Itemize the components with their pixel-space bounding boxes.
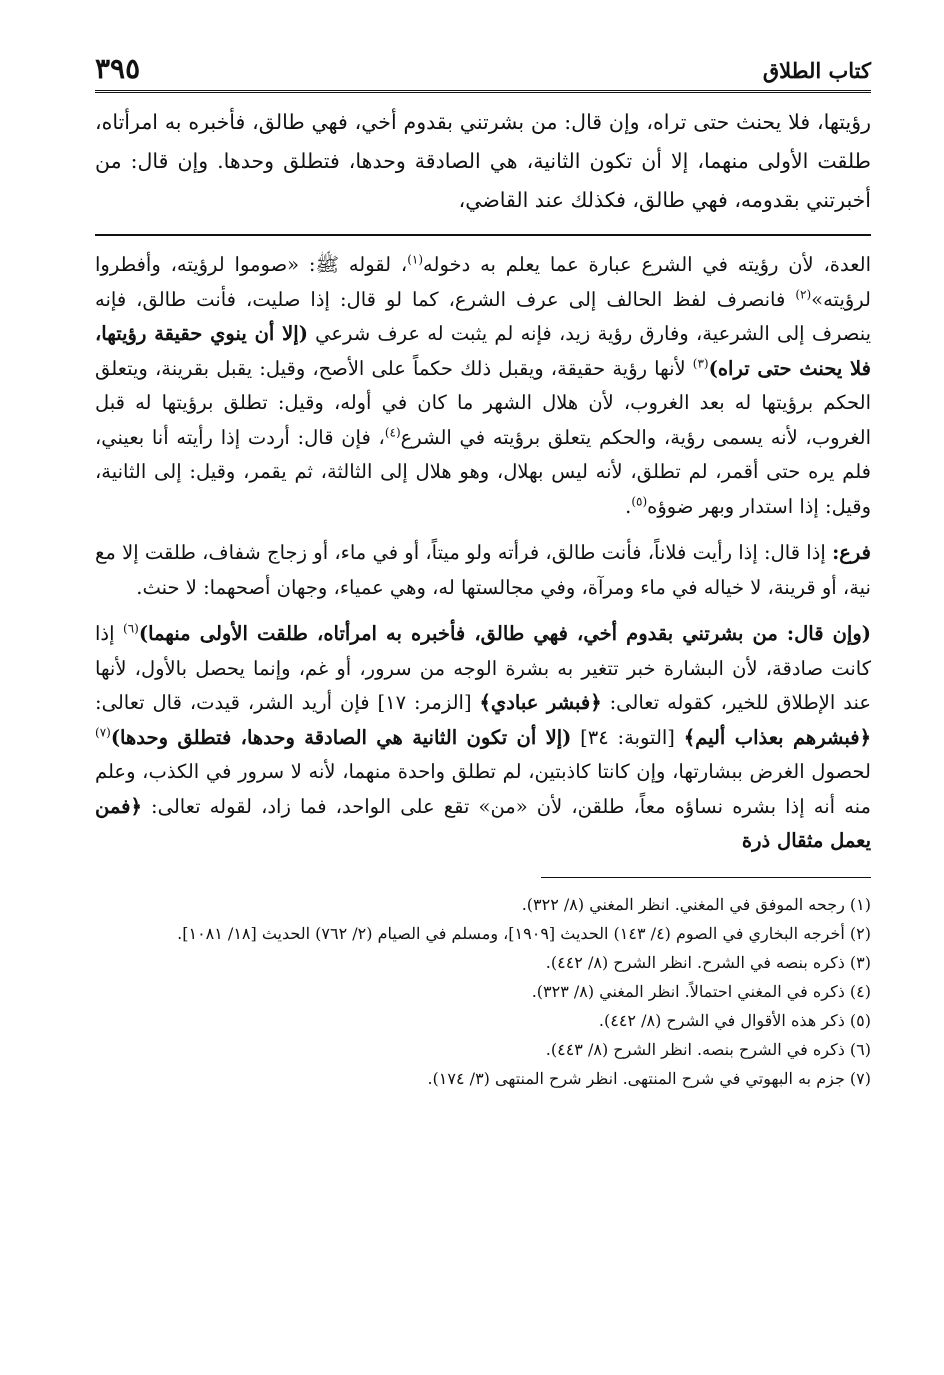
commentary <box>95 248 871 859</box>
footnote: (٥) ذكر هذه الأقوال في الشرح (٨/ ٤٤٢). <box>598 1010 871 1030</box>
footnote: (٦) ذكره في الشرح بنصه. انظر الشرح (٨/ ٤٤٣). <box>545 1039 871 1059</box>
book-title: كتاب الطلاق <box>762 58 871 83</box>
footnote-ref[interactable]: (٦) <box>123 621 139 636</box>
footnote-ref[interactable]: (٢) <box>795 287 812 301</box>
text-span: ، لقوله ﷺ: «صوموا لرؤيته، وأفطروا لرؤيته» <box>95 253 871 311</box>
main-text <box>95 103 871 220</box>
text-span: العدة، لأن رؤيته في الشرع عبارة عما يعلم به دخوله <box>423 253 871 276</box>
footnote-ref[interactable]: (٧) <box>95 725 111 739</box>
quran-quote: ﴿فبشرهم بعذاب أليم﴾ <box>683 725 871 749</box>
footnote: (٤) ذكره في المغني احتمالاً. انظر المغني (٨/ ٣٢٣). <box>531 981 871 1001</box>
footnote-separator <box>541 877 871 878</box>
footnotes <box>95 890 871 1093</box>
text-span: لأنها رؤية حقيقة، ويقبل ذلك حكماً على الأصح، وقيل: يقبل بقرينة، ويتعلق الحكم برؤيتها له بعد الغروب، لأن هلال الشهر ما كان في أوله، وقيل: تطلق برؤيتها له قبل الغروب، لأنه يسمى رؤية، والحكم يتعلق برؤيته في الشرع <box>95 356 872 449</box>
page-header <box>95 50 871 93</box>
far-label: فرع: <box>832 541 871 564</box>
footnote-ref[interactable]: (٥) <box>631 494 648 508</box>
page-number: ٣٩٥ <box>95 52 141 85</box>
text-span: . <box>625 494 632 518</box>
commentary-paragraph-1 <box>95 248 871 524</box>
quran-quote: ﴿فبشر عبادي﴾ <box>479 691 602 714</box>
matn-quote: (إلا أن تكون الثانية هي الصادقة وحدها، فتطلق وحدها) <box>110 725 572 749</box>
text-span: فانصرف لفظ الحالف إلى عرف الشرع، كما لو قال: إذا صليت، فأنت طالق، فإنه ينصرف إلى الشرعية، وفارق رؤية زيد، فإنه لم يثبت له عرف شرعي <box>95 287 872 345</box>
text-span: لحصول الغرض ببشارتها، وإن كانتا كاذبتين، لم تطلق واحدة منهما، لأنه لا سرور في الكذب، وعلم منه أنه إذا بشره نساؤه معاً، طلقن، لأن «من» تقع على الواحد، فما زاد، لقوله تعالى: <box>95 760 871 818</box>
commentary-paragraph-2 <box>95 536 871 605</box>
footnote: (٢) أخرجه البخاري في الصوم (٤/ ١٤٣) الحديث [١٩٠٩]، ومسلم في الصيام (٢/ ٧٦٢) الحديث [١٨/ ١٠٨١]. <box>177 923 871 943</box>
footnote: (٧) جزم به البهوتي في شرح المنتهى. انظر شرح المنتهى (٣/ ١٧٤). <box>427 1068 871 1088</box>
matn-quote: (وإن قال: من بشرتني بقدوم أخي، فهي طالق، فأخبره به امرأتاه، طلقت الأولى منهما) <box>138 622 871 645</box>
footnote: (١) رجحه الموفق في المغني. انظر المغني (٨/ ٣٢٢). <box>521 894 871 914</box>
commentary-paragraph-3 <box>95 617 871 859</box>
matn-paragraph: رؤيتها، فلا يحنث حتى تراه، وإن قال: من بشرتني بقدوم أخي، فهي طالق، فأخبره به امرأتاه، طلقت الأولى منهما، إلا أن تكون الثانية، هي الصادقة وحدها، فتطلق وحدها. وإن قال: من أخبرتني بقدومه، فهي طالق، فكذلك عند القاضي، <box>95 110 871 212</box>
footnote-ref[interactable]: (٣) <box>692 356 709 370</box>
text-span: ، فإن قال: أردت إذا رأيته أنا بعيني، فلم يره حتى أقمر، لم تطلق، لأنه ليس بهلال، وهو هلال إلى الثالثة، ثم يقمر، وقيل: إلى الثانية، وقيل: إذا استدار وبهر ضوؤه <box>95 425 871 518</box>
footnote: (٣) ذكره بنصه في الشرح. انظر الشرح (٨/ ٤٤٢). <box>545 952 871 972</box>
matn-separator <box>95 234 871 236</box>
matn-quote: (إلا أن ينوي حقيقة رؤيتها، فلا يحنث حتى تراه) <box>95 322 872 380</box>
footnote-ref[interactable]: (٤) <box>384 425 401 439</box>
text-span: إذا قال: إذا رأيت فلاناً، فأنت طالق، فرأته ولو ميتاً، أو في ماء، أو زجاج شفاف، طلقت إلا مع نية، أو قرينة، لا خياله في ماء ومرآة، وفي مجالستها له، وهي عمياء، وجهان أصحهما: لا حنث. <box>95 541 871 599</box>
text-span: إذا كانت صادقة، لأن البشارة خبر تتغير به بشرة الوجه من سرور، أو غم، وإنما يحصل بالأول، لأنها عند الإطلاق للخير، كقوله تعالى: <box>95 622 871 714</box>
quran-quote: ﴿فمن يعمل مثقال ذرة <box>95 794 871 852</box>
text-span: [التوبة: ٣٤] <box>571 725 684 749</box>
text-span: [الزمر: ١٧] فإن أريد الشر، قيدت، قال تعالى: <box>95 691 480 714</box>
page <box>95 50 871 1093</box>
footnote-ref[interactable]: (١) <box>407 252 424 267</box>
